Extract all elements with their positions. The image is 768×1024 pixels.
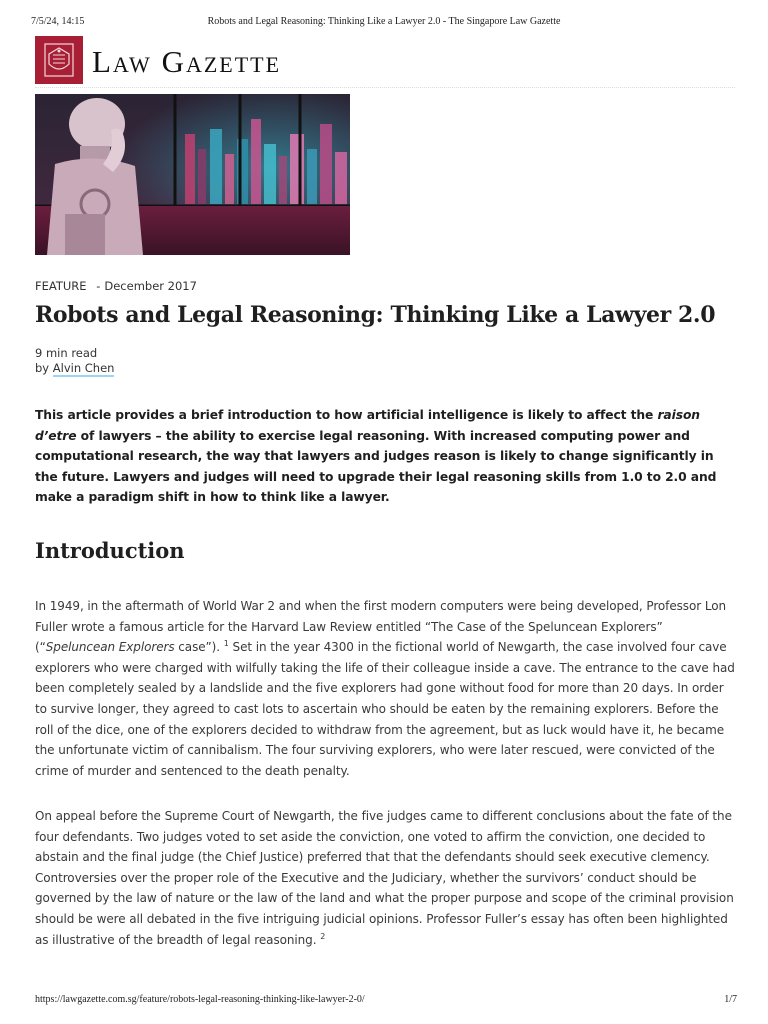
author-link[interactable]: Alvin Chen (52, 361, 115, 375)
print-header (31, 16, 737, 30)
footnote-ref-1[interactable]: 1 (223, 639, 229, 649)
article-date: December 2017 (104, 279, 197, 293)
read-time: 9 min read (35, 346, 98, 360)
byline (35, 361, 114, 375)
body-paragraph-1 (35, 596, 737, 781)
article-title: Robots and Legal Reasoning: Thinking Like a Lawyer 2.0 (35, 302, 716, 328)
lead-text-start: This article provides a brief introduction to how artificial intelligence is likely to affect the (35, 408, 658, 422)
body-paragraph-2 (35, 806, 737, 950)
paragraph2-text: On appeal before the Supreme Court of Newgarth, the five judges came to different conclusions about the fate of the four defendants. Two judges voted to set aside the conviction, one voted to affirm the conviction, one decided to abstain and the final judge (the Chief Justice) preferred that that the defendants should seek executive clemency. Controversies over the proper role of the Executive and the Judiciary, whether the survivors’ conduct should be governed by the law of nature or the law of the land and what the proper purpose and scope of the criminal provision should be were all debated in the five intriguing judicial opinions. Professor Fuller’s essay has often been highlighted as illustrative of the breadth of legal reasoning. (35, 809, 734, 947)
article-meta (35, 279, 197, 293)
paragraph1-text-a: In 1949, in the aftermath of World War 2 and when the first modern computers were being developed, Professor Lon Fuller wrote a famous article for the Harvard Law Review entitled “The Case of the Speluncean Explorers” (“ (35, 599, 727, 655)
lead-italic-term: raison d’etre (35, 408, 700, 443)
meta-separator: - (96, 279, 101, 293)
footnote-ref-2[interactable]: 2 (320, 931, 326, 941)
print-datetime: 7/5/24, 14:15 (31, 16, 85, 27)
article-lead (35, 405, 737, 508)
byline-label: by (35, 361, 50, 375)
site-name[interactable]: Law Gazette (92, 44, 282, 79)
paragraph1-italic-case: Speluncean Explorers (45, 640, 175, 655)
paragraph1-text-c: Set in the year 4300 in the fictional world of Newgarth, the case involved four cave explorers who were charged with wilfully taking the life of their colleague inside a cave. The entrance to the cave had been completely sealed by a landslide and the five explorers had gone without food for more than 20 days. In order to survive longer, they agreed to cast lots to ascertain who should be eaten by the remaining explorers. Before the roll of the dice, one of the explorers decided to withdraw from the agreement, but as luck would have it, he became the unfortunate victim of cannibalism. The four surviving explorers, who were later rescued, were convicted of the crime of murder and sentenced to the death penalty. (35, 640, 735, 778)
paragraph1-text-b: case”). (174, 640, 221, 655)
print-footer (35, 994, 737, 1008)
section-heading-introduction: Introduction (35, 538, 185, 563)
header-divider (35, 87, 735, 88)
print-page-number: 1/7 (724, 994, 737, 1005)
hero-image-robot-thinking (35, 94, 350, 255)
print-url: https://lawgazette.com.sg/feature/robots-legal-reasoning-thinking-like-lawyer-2-0/ (35, 994, 365, 1005)
lead-text-end: of lawyers – the ability to exercise legal reasoning. With increased computing power and computational research, the way that lawyers and judges reason is likely to change significantly in the future. Lawyers and judges will need to upgrade their legal reasoning skills from 1.0 to 2.0 and make a paradigm shift in how to think like a lawyer. (35, 428, 717, 504)
print-page-title: Robots and Legal Reasoning: Thinking Like a Lawyer 2.0 - The Singapore Law Gazette (207, 16, 561, 27)
article-category[interactable]: FEATURE (35, 279, 87, 293)
law-gazette-crest-icon[interactable] (35, 36, 83, 84)
